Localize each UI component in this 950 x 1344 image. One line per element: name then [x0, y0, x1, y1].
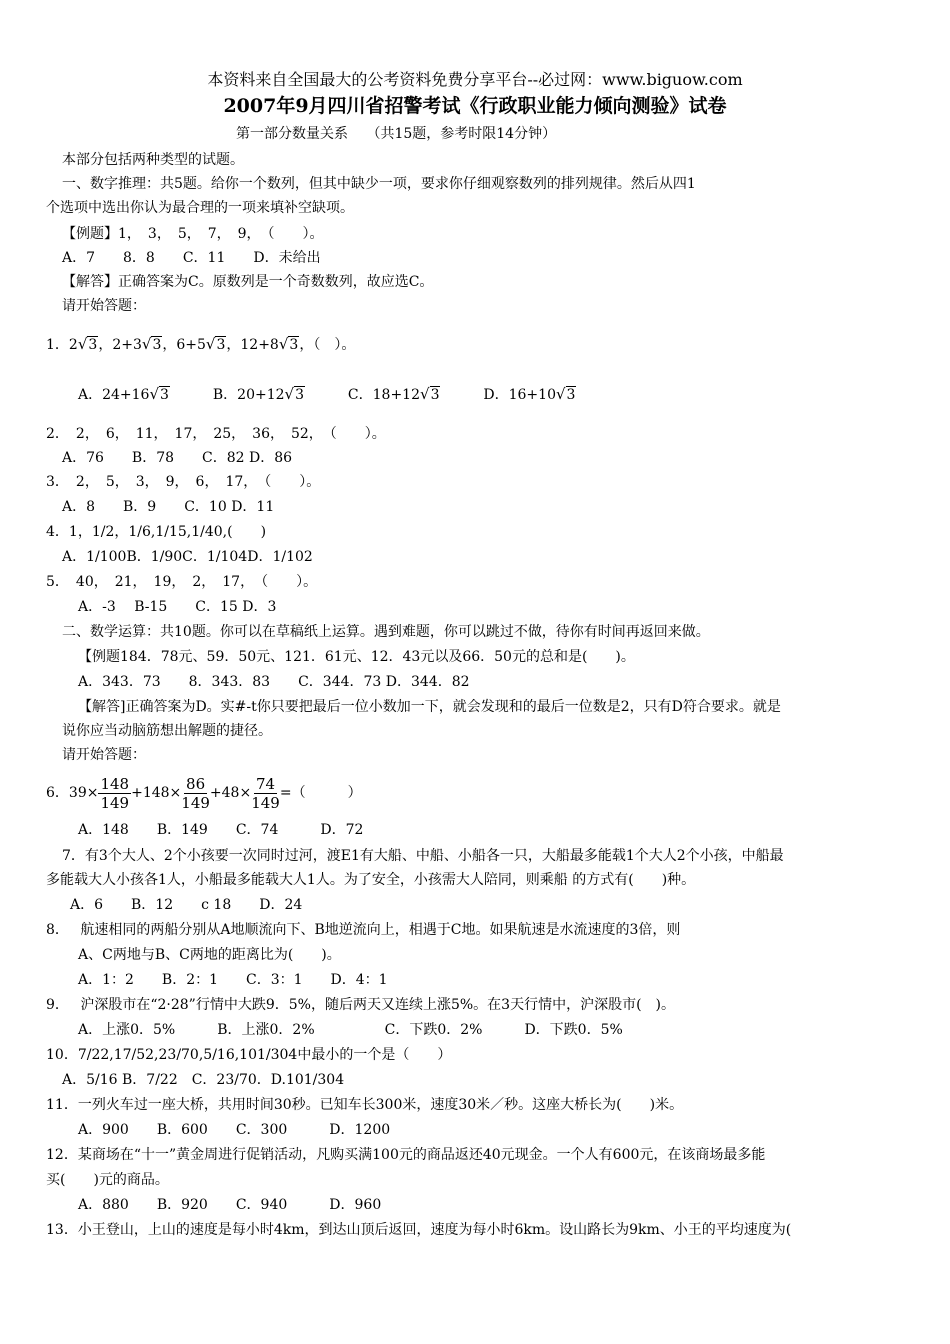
source-line: 本资料来自全国最大的公考资料免费分享平台--必过网：www.biguow.com: [207, 70, 743, 89]
question-13: 13．小王登山，上山的速度是每小时4km，到达山顶后返回，速度为每小时6km。设山路长为9km、小王的平均速度为(: [46, 1222, 792, 1238]
section-heading: 第一部分数量关系 （共15题，参考时限14分钟）: [236, 126, 557, 142]
q8-options: A．1：2 B．2：1 C．3：1 D．4：1: [78, 972, 388, 988]
part2-example: 【例题184．78元、59．50元、121．61元、12．43元以及66．50元的总和是( )。: [78, 649, 635, 665]
q2-options: A．76 B．78 C．82 D．86: [62, 450, 293, 466]
question-3: 3． 2， 5， 3， 9， 6， 17， （ ）。: [46, 474, 321, 490]
question-7: 7．有3个大人、2个小孩要一次同时过河，渡E1有大船、中船、小船各一只，大船最多能载1个大人2个小孩，中船最: [62, 848, 784, 864]
q10-options: A．5/16 B．7/22 C．23/70．D.101/304: [62, 1072, 345, 1088]
q1-option-a: A．24+16: [78, 387, 150, 403]
question-1: 1．2√3，2+3√3，6+5√3，12+8√3，（ ）。: [46, 335, 356, 353]
exam-title: 2007年9月四川省招警考试《行政职业能力倾向测验》试卷: [223, 95, 727, 117]
fraction: $\frac{74}{149}$: [251, 774, 280, 812]
q4-options: A．1/100B．1/90C．1/104D．1/102: [62, 549, 313, 565]
q5-options: A．-3 B-15 C．15 D．3: [78, 599, 277, 615]
question-8: 8． 航速相同的两船分别从A地顺流向下、B地逆流向上，相遇于C地。如果航速是水流速度的3倍，则: [46, 922, 681, 938]
sqrt-3: √3: [278, 335, 299, 353]
intro-paragraph: 本部分包括两种类型的试题。: [62, 152, 244, 168]
question-4: 4．1，1/2，1/6,1/15,1/40,( ): [46, 524, 267, 540]
part2-example-answer-cont: 说你应当动脑筋想出解题的捷径。: [62, 723, 272, 739]
q7-options: A．6 B．12 c 18 D．24: [70, 897, 303, 913]
part2-start-prompt: 请开始答题：: [62, 747, 146, 763]
question-2: 2． 2， 6， 11， 17， 25， 36， 52， （ ）。: [46, 426, 386, 442]
example-options: A．7 8．8 C．11 D．未给出: [62, 250, 321, 266]
question-5: 5． 40， 21， 19， 2， 17， （ ）。: [46, 574, 318, 590]
q1-options: A．24+16√3 B．20+12√3 C．18+12√3 D．16+10√3: [78, 385, 576, 403]
sqrt-3: √3: [205, 335, 226, 353]
part1-description: 一、数字推理：共5题。给你一个数列，但其中缺少一项，要求你仔细观察数列的排列规律。然后从四1: [62, 176, 696, 192]
q9-options: A．上涨0．5% B．上涨0．2% C．下跌0．2% D．下跌0．5%: [78, 1022, 623, 1038]
q1-option-d: D．16+10: [483, 387, 556, 403]
question-6: 6．39× $\frac{148}{149}$ +148× $\frac{86}{149}$ +48× $\frac{74}{149}$ =（ ）: [46, 774, 362, 812]
sqrt-3: √3: [77, 335, 98, 353]
q12-options: A．880 B．920 C．940 D．960: [78, 1197, 382, 1213]
q3-options: A．8 B．9 C．10 D．11: [62, 499, 275, 515]
part2-example-answer: 【解答]正确答案为D。实#-t你只要把最后一位小数加一下，就会发现和的最后一位数是2，只有D符合要求。就是: [78, 699, 781, 715]
fraction: $\frac{86}{149}$: [181, 774, 210, 812]
sqrt-3: √3: [141, 335, 162, 353]
question-9: 9． 沪深股市在“2·28”行情中大跌9．5%，随后两天又连续上涨5%。在3天行情中，沪深股市( )。: [46, 997, 675, 1013]
question-7-cont: 多能载大人小孩各1人，小船最多能载大人1人。为了安全，小孩需大人陪同，则乘船 的方式有( )种。: [46, 872, 696, 888]
q1-number: 1．: [46, 337, 69, 353]
question-11: 11．一列火车过一座大桥，共用时间30秒。已知车长300米，速度30米／秒。这座大桥长为( )米。: [46, 1097, 684, 1113]
part2-example-options: A．343．73 8．343．83 C．344．73 D．344．82: [78, 674, 470, 690]
example-question: 【例题】1， 3， 5， 7， 9， （ ）。: [62, 226, 324, 242]
part2-description: 二、数学运算：共10题。你可以在草稿纸上运算。遇到难题，你可以跳过不做，待你有时间再返回来做。: [62, 624, 710, 640]
question-10: 10．7/22,17/52,23/70,5/16,101/304中最小的一个是（ ）: [46, 1047, 452, 1063]
q1-option-b: B．20+12: [212, 387, 285, 403]
example-answer: 【解答】正确答案为C。原数列是一个奇数数列，故应选C。: [62, 274, 434, 290]
q11-options: A．900 B．600 C．300 D．1200: [78, 1122, 391, 1138]
q6-options: A．148 B．149 C．74 D．72: [78, 822, 364, 838]
fraction: $\frac{148}{149}$: [100, 774, 130, 812]
q1-option-c: C．18+12: [347, 387, 420, 403]
part1-description-cont: 个选项中选出你认为最合理的一项来填补空缺项。: [46, 200, 354, 216]
question-12-cont: 买( )元的商品。: [46, 1172, 169, 1188]
question-12: 12．某商场在“十一”黄金周进行促销活动，凡购买满100元的商品返还40元现金。一个人有600元，在该商场最多能: [46, 1147, 766, 1163]
start-prompt: 请开始答题：: [62, 298, 146, 314]
question-8-cont: A、C两地与B、C两地的距离比为( )。: [78, 947, 341, 963]
